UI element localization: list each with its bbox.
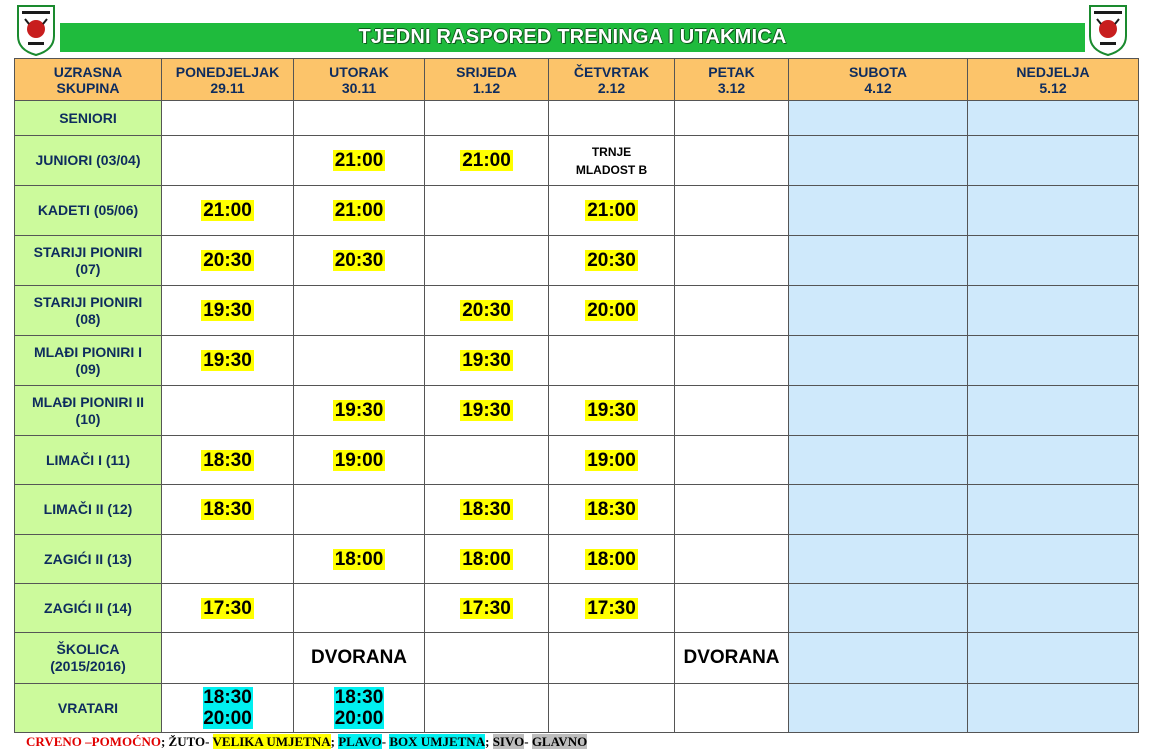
schedule-table xyxy=(14,58,1139,733)
weekend-cell xyxy=(789,386,968,436)
header-day-tuesday: UTORAK 30.11 xyxy=(294,59,425,101)
group-label: SENIORI xyxy=(15,101,162,136)
schedule-row xyxy=(15,286,1139,336)
schedule-cell xyxy=(675,535,789,584)
schedule-cell xyxy=(675,136,789,186)
schedule-cell xyxy=(549,584,675,633)
schedule-cell xyxy=(675,436,789,485)
schedule-cell xyxy=(294,336,425,386)
session-time: 17:30 xyxy=(587,597,636,619)
session-time: 18:30 xyxy=(334,687,384,708)
weekend-cell xyxy=(968,236,1139,286)
schedule-cell xyxy=(549,386,675,436)
header-day-sunday: NEDJELJA 5.12 xyxy=(968,59,1139,101)
group-label: ZAGIĆI II (14) xyxy=(15,584,162,633)
session-time: 18:00 xyxy=(334,548,384,570)
schedule-cell xyxy=(425,485,549,535)
weekend-cell xyxy=(789,436,968,485)
schedule-cell xyxy=(294,485,425,535)
schedule-cell xyxy=(162,286,294,336)
weekend-cell xyxy=(968,136,1139,186)
header-day-friday: PETAK 3.12 xyxy=(675,59,789,101)
schedule-cell xyxy=(425,286,549,336)
group-label: KADETI (05/06) xyxy=(15,186,162,236)
club-logo-right xyxy=(1088,4,1128,56)
schedule-cell xyxy=(425,633,549,684)
schedule-cell xyxy=(675,386,789,436)
schedule-cell xyxy=(294,101,425,136)
schedule-cell xyxy=(675,684,789,733)
weekend-cell xyxy=(789,584,968,633)
schedule-cell xyxy=(294,236,425,286)
schedule-row xyxy=(15,186,1139,236)
session-time: 21:00 xyxy=(587,200,636,221)
schedule-row xyxy=(15,584,1139,633)
schedule-cell xyxy=(675,584,789,633)
session-time: 20:00 xyxy=(203,708,252,729)
session-time: 19:30 xyxy=(587,400,636,421)
session-time: 19:00 xyxy=(587,449,636,471)
schedule-cell xyxy=(294,535,425,584)
group-label: LIMAČI II (12) xyxy=(15,485,162,535)
session-time: 18:30 xyxy=(462,499,511,520)
schedule-row xyxy=(15,136,1139,186)
header-row xyxy=(15,59,1139,101)
session-time: 21:00 xyxy=(334,200,384,221)
schedule-cell xyxy=(294,136,425,186)
schedule-cell xyxy=(549,485,675,535)
group-label: LIMAČI I (11) xyxy=(15,436,162,485)
session-time: 20:00 xyxy=(587,300,636,321)
weekend-cell xyxy=(968,386,1139,436)
schedule-cell xyxy=(675,336,789,386)
session-time: 18:30 xyxy=(587,499,636,520)
weekend-cell xyxy=(968,101,1139,136)
schedule-cell xyxy=(162,584,294,633)
weekend-cell xyxy=(789,236,968,286)
weekend-cell xyxy=(789,101,968,136)
header-day-saturday: SUBOTA 4.12 xyxy=(789,59,968,101)
header-day-monday: PONEDJELJAK 29.11 xyxy=(162,59,294,101)
weekend-cell xyxy=(968,485,1139,535)
schedule-cell xyxy=(675,286,789,336)
schedule-cell xyxy=(549,186,675,236)
schedule-row xyxy=(15,535,1139,584)
session-time: 19:00 xyxy=(334,449,384,471)
group-label: STARIJI PIONIRI (07) xyxy=(15,236,162,286)
venue-label: DVORANA xyxy=(310,647,408,668)
session-time: 17:30 xyxy=(462,597,511,619)
schedule-cell xyxy=(549,286,675,336)
schedule-cell xyxy=(549,336,675,386)
header-group-cell: UZRASNA SKUPINA xyxy=(15,59,162,101)
venue-label: DVORANA xyxy=(683,647,780,668)
schedule-row xyxy=(15,101,1139,136)
schedule-cell xyxy=(549,136,675,186)
schedule-cell xyxy=(675,633,789,684)
schedule-cell xyxy=(162,386,294,436)
weekend-cell xyxy=(789,485,968,535)
weekend-cell xyxy=(968,286,1139,336)
header-day-thursday: ČETVRTAK 2.12 xyxy=(549,59,675,101)
schedule-cell xyxy=(425,436,549,485)
legend-red: CRVENO –POMOĆNO xyxy=(26,734,161,749)
schedule-cell xyxy=(425,186,549,236)
session-time: 21:00 xyxy=(462,150,511,171)
schedule-cell xyxy=(425,136,549,186)
weekend-cell xyxy=(968,633,1139,684)
schedule-cell xyxy=(549,236,675,286)
schedule-cell xyxy=(549,633,675,684)
weekend-cell xyxy=(968,535,1139,584)
session-time: 18:00 xyxy=(462,548,511,570)
group-label: VRATARI xyxy=(15,684,162,733)
schedule-cell xyxy=(294,633,425,684)
session-time: 17:30 xyxy=(203,597,252,619)
schedule-cell xyxy=(549,684,675,733)
session-time: 21:00 xyxy=(334,150,384,171)
group-label: ŠKOLICA (2015/2016) xyxy=(15,633,162,684)
schedule-cell xyxy=(425,684,549,733)
schedule-cell xyxy=(162,633,294,684)
session-time: 20:00 xyxy=(334,708,384,729)
session-time: 18:30 xyxy=(203,687,252,708)
header-day-wednesday: SRIJEDA 1.12 xyxy=(425,59,549,101)
schedule-row xyxy=(15,386,1139,436)
schedule-cell xyxy=(425,336,549,386)
session-time: 19:30 xyxy=(203,300,252,321)
schedule-cell xyxy=(294,286,425,336)
weekend-cell xyxy=(789,186,968,236)
schedule-cell xyxy=(162,186,294,236)
session-time: 18:30 xyxy=(203,499,252,520)
session-time: 19:30 xyxy=(462,400,511,421)
legend-blue-key: PLAVO xyxy=(338,734,382,749)
schedule-cell xyxy=(294,386,425,436)
session-time: 21:00 xyxy=(203,200,252,221)
match-info: TRNJE MLADOST B xyxy=(575,144,648,177)
schedule-cell xyxy=(675,101,789,136)
weekend-cell xyxy=(968,336,1139,386)
weekend-cell xyxy=(789,633,968,684)
weekend-cell xyxy=(789,684,968,733)
group-label: MLAĐI PIONIRI II (10) xyxy=(15,386,162,436)
weekend-cell xyxy=(789,535,968,584)
schedule-title: TJEDNI RASPORED TRENINGA I UTAKMICA xyxy=(60,23,1085,52)
schedule-cell xyxy=(675,485,789,535)
weekend-cell xyxy=(789,286,968,336)
schedule-cell xyxy=(162,535,294,584)
session-time: 18:00 xyxy=(587,548,636,570)
schedule-body xyxy=(15,101,1139,733)
weekend-cell xyxy=(968,684,1139,733)
session-time: 20:30 xyxy=(203,250,252,271)
session-time: 19:30 xyxy=(334,400,384,421)
session-time: 20:30 xyxy=(462,300,511,321)
schedule-cell xyxy=(549,436,675,485)
color-legend: CRVENO –POMOĆNO; ŽUTO- VELIKA UMJETNA; PLAVO- BOX UMJETNA; SIVO- GLAVNO xyxy=(26,734,588,749)
schedule-cell xyxy=(675,186,789,236)
schedule-row xyxy=(15,684,1139,733)
group-label: STARIJI PIONIRI (08) xyxy=(15,286,162,336)
schedule-cell xyxy=(294,186,425,236)
schedule-cell xyxy=(162,485,294,535)
schedule-cell xyxy=(425,101,549,136)
schedule-row xyxy=(15,633,1139,684)
schedule-cell xyxy=(294,684,425,733)
session-time: 20:30 xyxy=(334,250,384,271)
legend-gray: GLAVNO xyxy=(531,734,588,749)
session-time: 19:30 xyxy=(203,350,252,371)
schedule-row xyxy=(15,336,1139,386)
session-time: 19:30 xyxy=(462,350,511,371)
schedule-cell xyxy=(294,436,425,485)
schedule-cell xyxy=(549,535,675,584)
schedule-cell xyxy=(675,236,789,286)
schedule-cell xyxy=(549,101,675,136)
legend-blue: BOX UMJETNA xyxy=(389,734,486,749)
group-label: MLAĐI PIONIRI I (09) xyxy=(15,336,162,386)
weekend-cell xyxy=(968,186,1139,236)
weekend-cell xyxy=(968,436,1139,485)
schedule-cell xyxy=(294,584,425,633)
schedule-cell xyxy=(162,101,294,136)
club-logo-left xyxy=(16,4,56,56)
schedule-cell xyxy=(162,436,294,485)
schedule-cell xyxy=(162,684,294,733)
schedule-cell xyxy=(162,236,294,286)
group-label: ZAGIĆI II (13) xyxy=(15,535,162,584)
weekend-cell xyxy=(789,336,968,386)
legend-yellow: VELIKA UMJETNA xyxy=(212,734,331,749)
weekend-cell xyxy=(789,136,968,186)
schedule-cell xyxy=(162,136,294,186)
schedule-cell xyxy=(425,386,549,436)
group-label: JUNIORI (03/04) xyxy=(15,136,162,186)
schedule-row xyxy=(15,236,1139,286)
schedule-cell xyxy=(162,336,294,386)
legend-gray-key: SIVO xyxy=(492,734,525,749)
schedule-cell xyxy=(425,535,549,584)
session-time: 18:30 xyxy=(203,449,252,471)
schedule-row xyxy=(15,485,1139,535)
schedule-cell xyxy=(425,584,549,633)
legend-yellow-key: ŽUTO xyxy=(168,734,206,749)
schedule-row xyxy=(15,436,1139,485)
schedule-cell xyxy=(425,236,549,286)
session-time: 20:30 xyxy=(587,250,636,271)
weekend-cell xyxy=(968,584,1139,633)
